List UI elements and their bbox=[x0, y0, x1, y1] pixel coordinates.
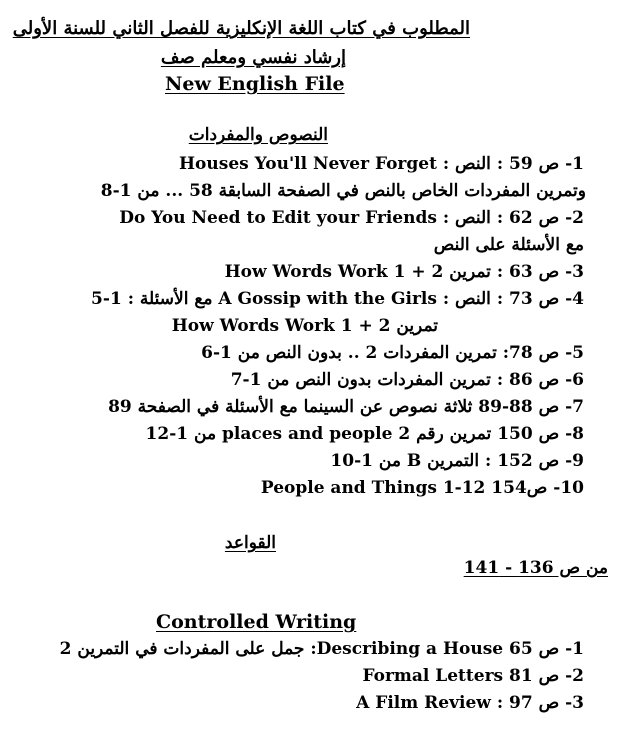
list-item: 7- ص 88-89 ثلاثة نصوص عن السينما مع الأسئلة في الصفحة 89 bbox=[108, 397, 584, 417]
book-title: New English File bbox=[165, 73, 345, 95]
list-item: 9- ص 152 : التمرين B من 1-10 bbox=[330, 451, 584, 471]
list-item: 10- ص154 People and Things 1-12 bbox=[260, 478, 584, 498]
list-item: 2- ص 62 : النص : Do You Need to Edit your Friends bbox=[119, 208, 584, 228]
texts-section-heading: النصوص والمفردات bbox=[188, 125, 328, 145]
list-item: 3- ص 97 : A Film Review bbox=[356, 693, 584, 713]
document-title: المطلوب في كتاب اللغة الإنكليزية للفصل الثاني للسنة الأولى bbox=[12, 18, 470, 39]
list-item: 1- ص 65 Describing a House: جمل على المفردات في التمرين 2 bbox=[59, 639, 584, 659]
list-item: 6- ص 86 : تمرين المفردات بدون النص من 1-7 bbox=[230, 370, 584, 390]
grammar-page-range: من ص 136 - 141 bbox=[463, 558, 608, 578]
list-item: 8- ص 150 تمرين رقم 2 places and people من 1-12 bbox=[145, 424, 584, 444]
list-item: 4- ص 73 : النص : A Gossip with the Girls مع الأسئلة : 1-5 bbox=[91, 289, 584, 309]
list-item: مع الأسئلة على النص bbox=[433, 235, 584, 255]
writing-section-heading: Controlled Writing bbox=[156, 611, 357, 633]
grammar-section-heading: القواعد bbox=[224, 533, 276, 553]
document-subtitle: إرشاد نفسي ومعلم صف bbox=[160, 47, 346, 68]
list-item: تمرين How Words Work 1 + 2 bbox=[171, 316, 438, 336]
list-item: 3- ص 63 : تمرين How Words Work 1 + 2 bbox=[224, 262, 584, 282]
list-item: 1- ص 59 : النص : Houses You'll Never Forget bbox=[178, 154, 584, 174]
list-item: وتمرين المفردات الخاص بالنص في الصفحة السابقة 58 ... من 1-8 bbox=[100, 181, 586, 201]
list-item: 5- ص 78: تمرين المفردات 2 .. بدون النص من 1-6 bbox=[201, 343, 584, 363]
list-item: 2- ص 81 Formal Letters bbox=[362, 666, 584, 686]
